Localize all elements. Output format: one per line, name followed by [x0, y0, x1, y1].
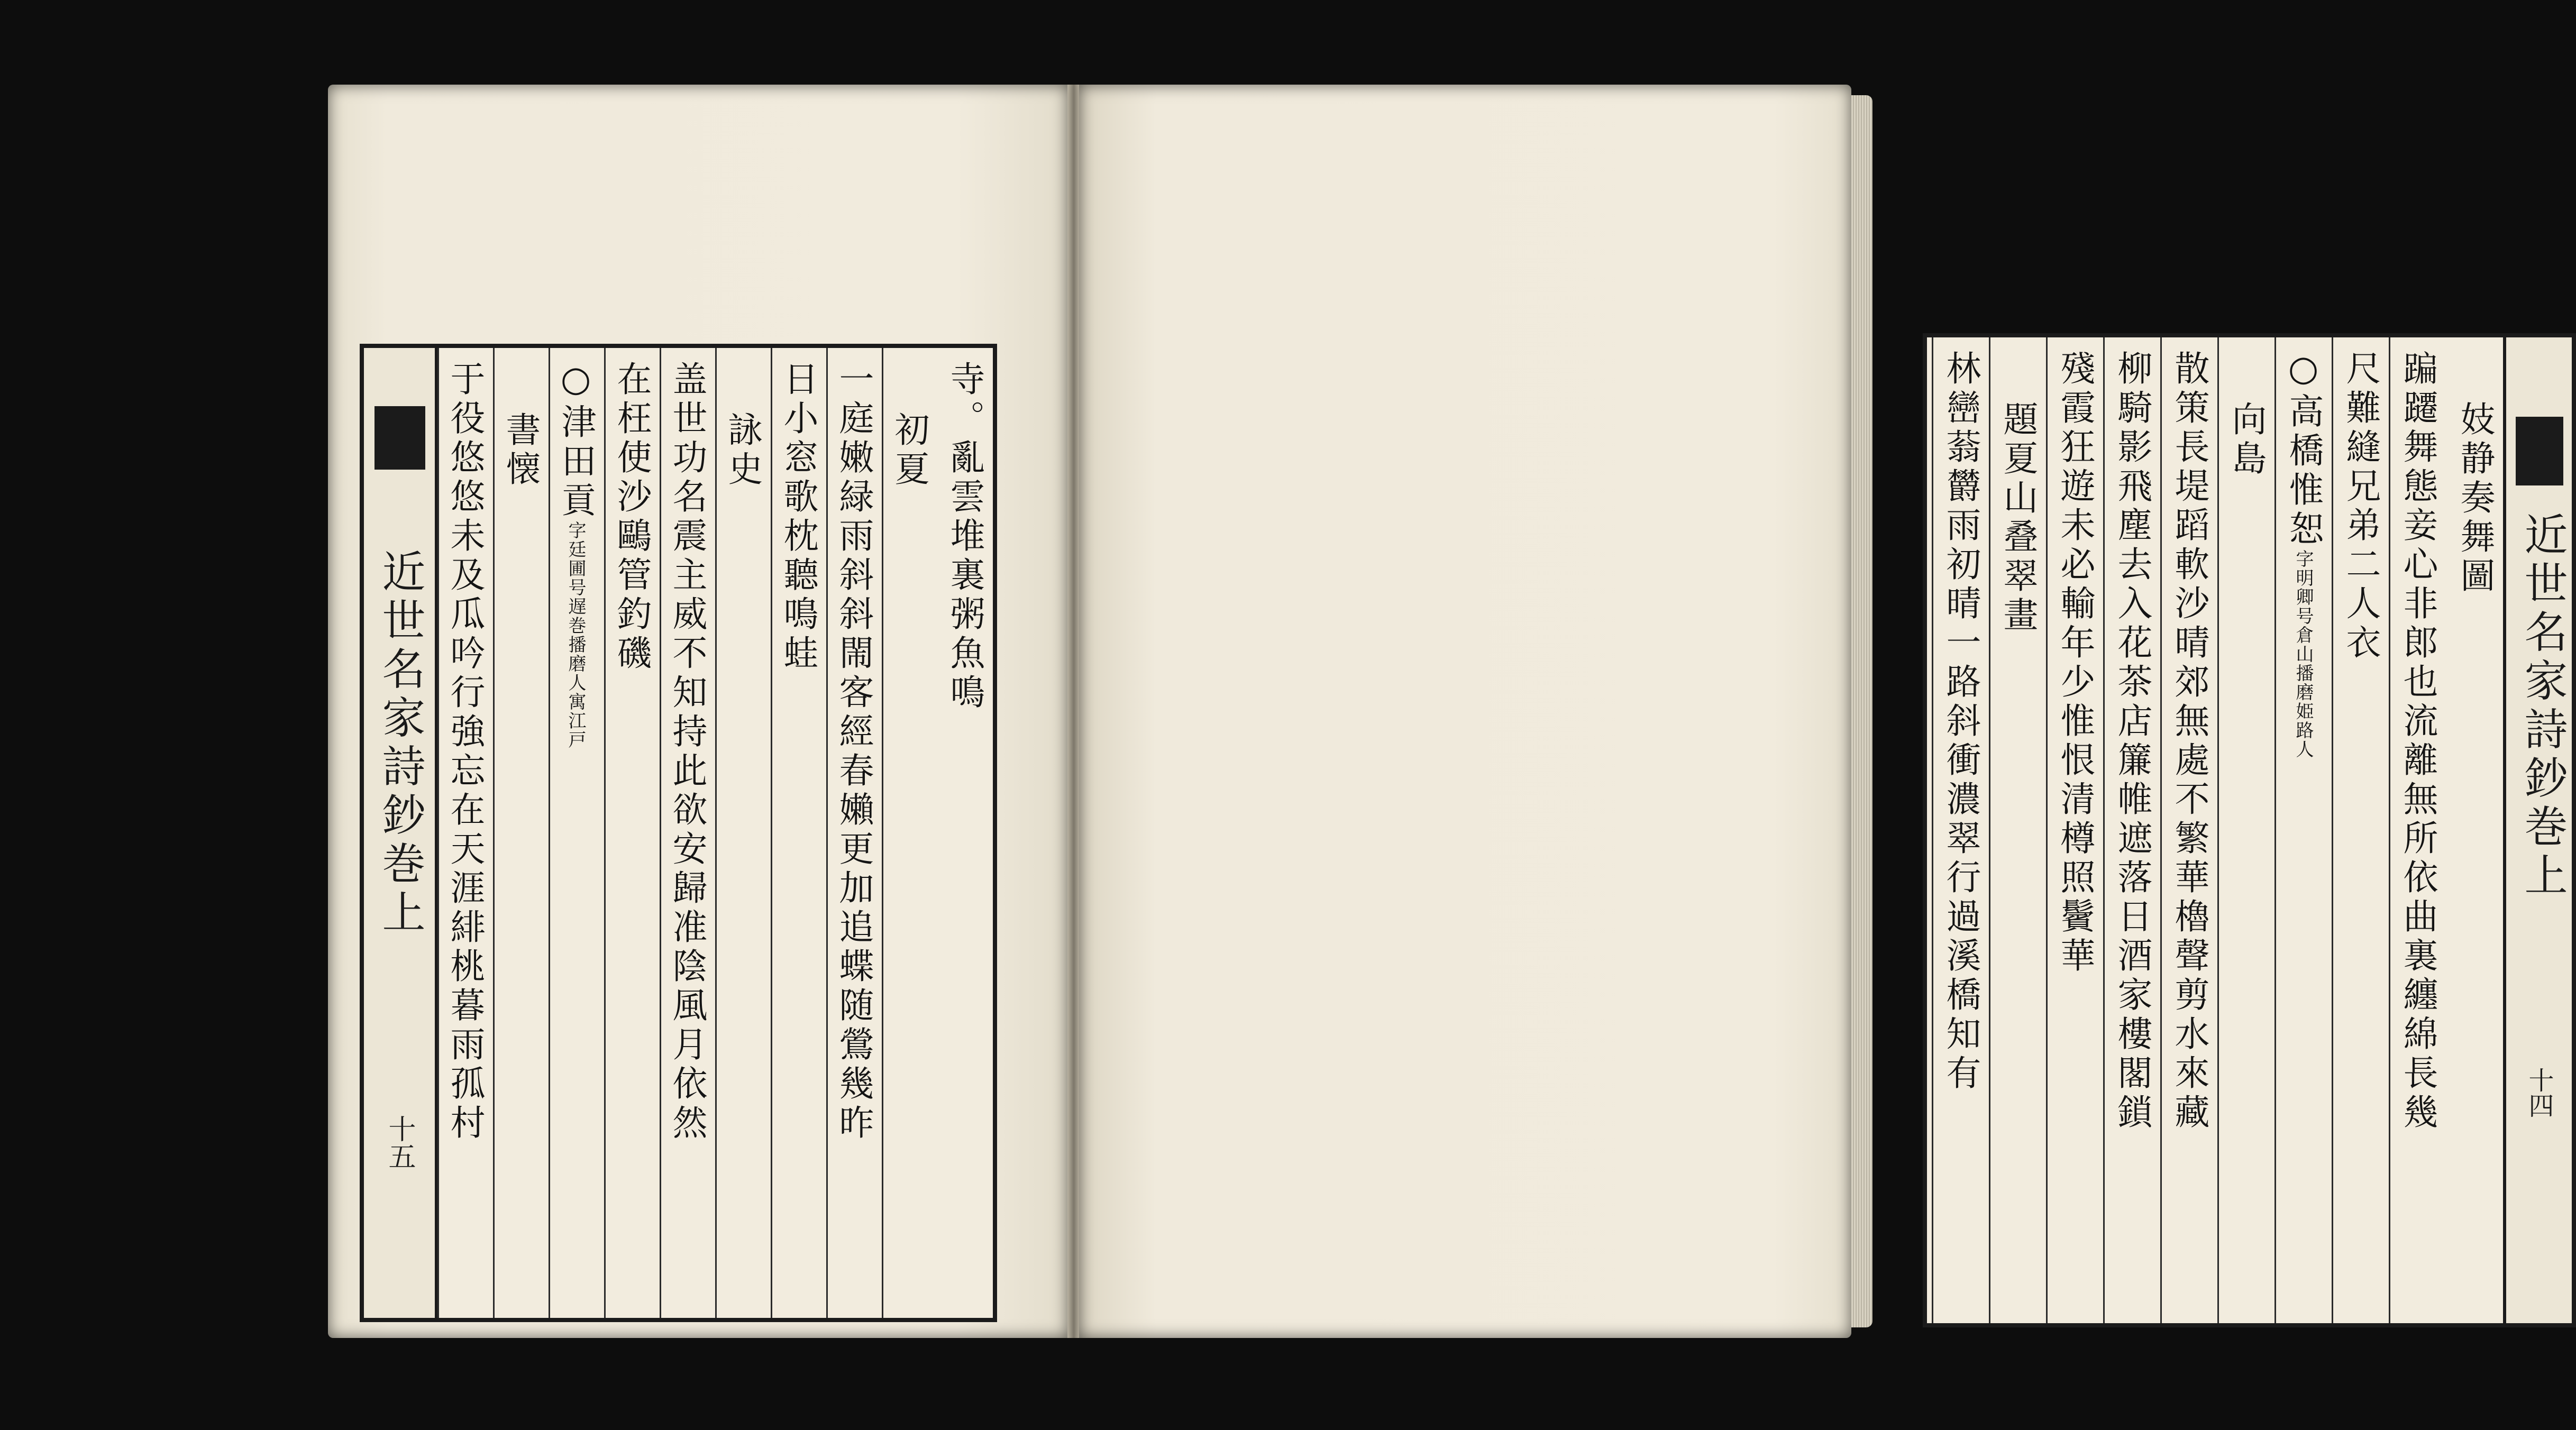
- column-text: [660, 348, 715, 1318]
- poem-line: 日小窓歌枕聽鳴蛙: [778, 361, 818, 674]
- poem-line: 柳騎影飛塵去入花茶店簾帷遮落日酒家樓閣鎖: [2112, 350, 2152, 1133]
- poem-line: 一庭嫩緑雨斜斜閙客經春嬾更加追蝶随鶯幾昨: [833, 361, 874, 1143]
- poem-line: 林巒蓊欝雨初晴一路斜衝濃翠行過溪橋知有: [1940, 350, 1981, 1094]
- page-edges: [1851, 95, 1872, 1327]
- author-note: 字明卿号倉山播磨姫路人: [2292, 549, 2314, 759]
- column-title: [882, 348, 937, 1318]
- poem-title: 題夏山叠翠畫: [1997, 401, 2038, 636]
- left-text-frame: [360, 344, 997, 1322]
- right-running-head: 近世名家詩鈔巻上: [2517, 512, 2568, 901]
- poem-line: 盖世功名震主威不知持此欲安歸准陰風月依然: [666, 361, 707, 1143]
- poem-line: 在枉使沙鷗管釣磯: [611, 361, 652, 674]
- poem-line: 尺難縫兄弟二人衣: [2340, 350, 2381, 663]
- left-page: [328, 85, 1068, 1338]
- column-text: [2046, 337, 2103, 1323]
- author-name: ○津田貢: [555, 359, 596, 521]
- author-note: 字廷圃号遅巻播磨人寓江戸: [565, 521, 586, 749]
- column-text: [2103, 337, 2160, 1323]
- column-text: [771, 348, 826, 1318]
- right-folio: 十四: [2524, 1067, 2554, 1118]
- book-gutter: [1067, 85, 1080, 1338]
- poem-line: 殘霞狂遊未必輸年少惟恨清樽照鬢華: [2054, 350, 2095, 976]
- poem-line: 蹁躚舞態妾心非郎也流離無所依曲裏纏綿長幾: [2397, 350, 2438, 1133]
- poem-title: 初夏: [889, 411, 929, 490]
- author-name: ○高橋惟恕: [2283, 348, 2324, 549]
- poem-title: 妓静奏舞圖: [2454, 401, 2495, 597]
- left-folio: 十五: [383, 1115, 415, 1170]
- column-author: [2274, 337, 2332, 1323]
- poem-title: 向島: [2226, 401, 2267, 479]
- left-page-centerfold: [364, 348, 438, 1318]
- left-running-head: 近世名家詩鈔巻上: [375, 549, 425, 938]
- column-text: [937, 348, 993, 1318]
- column-text: [1932, 337, 1989, 1323]
- open-book: [317, 74, 2568, 1354]
- column-text: [2332, 337, 2389, 1323]
- poem-line: 于役悠悠未及瓜吟行強忘在天涯緋桃暮雨孤村: [444, 361, 485, 1143]
- column-text: [2389, 337, 2446, 1323]
- column-title: [1989, 337, 2046, 1323]
- column-text: [826, 348, 882, 1318]
- column-title: [2446, 337, 2503, 1323]
- poem-title: 詠史: [722, 411, 763, 490]
- poem-line: 寺。亂雲堆裏粥魚鳴: [944, 361, 985, 713]
- right-page: [1079, 85, 2568, 1338]
- column-title: [2217, 337, 2274, 1323]
- poem-title: 書懐: [500, 411, 541, 490]
- right-page-centerfold: [2503, 337, 2572, 1323]
- column-text: [604, 348, 660, 1318]
- fishtail-mark-top: [374, 406, 425, 470]
- column-title: [715, 348, 771, 1318]
- right-text-frame: [1923, 333, 2576, 1327]
- column-title: [493, 348, 549, 1318]
- column-text: [2160, 337, 2217, 1323]
- column-text: [437, 348, 493, 1318]
- poem-line: 散策長堤蹈軟沙晴郊無處不繁華櫓聲剪水來藏: [2169, 350, 2209, 1133]
- column-author: [549, 348, 604, 1318]
- fishtail-mark-top: [2516, 417, 2563, 485]
